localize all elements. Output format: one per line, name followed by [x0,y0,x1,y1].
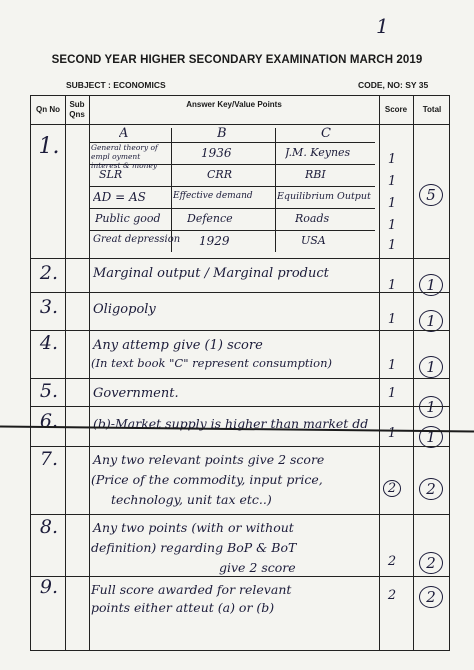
question-number: 4. [39,332,59,354]
grid-cell: 1936 [201,146,232,160]
header-sub-qns: Sub Qns [69,100,85,119]
row-divider [31,292,449,293]
answer-key-table [30,95,450,651]
row-divider [31,514,449,515]
grid-head-a: A [119,126,129,141]
grid-cell: Effective demand [173,191,253,201]
answer-line: Any two relevant points give 2 score [93,452,325,467]
total-value [413,184,449,206]
score-value: 1 [387,312,397,327]
total-circle: 1 [419,396,443,418]
answer-line: Any attemp give (1) score [93,338,263,353]
answer-line: (Price of the commodity, input price, [91,472,323,487]
grid-cell: AD = AS [93,190,146,204]
score-value: 1 [387,426,397,441]
score-value: 1 [387,196,397,211]
score-value: 1 [387,386,397,401]
header-qn-no: Qn No [36,105,60,114]
question-number: 3. [39,296,59,318]
question-number: 2. [39,262,59,284]
grid-line [89,186,375,187]
grid-cell: Great depression [93,234,181,245]
total-circle: 2 [419,586,443,608]
score-value: 2 [387,554,397,569]
answer-line: Any two points (with or without [93,520,294,535]
total-circle: 1 [419,356,443,378]
total-value [413,396,449,418]
total-value [413,552,449,574]
total-value [413,310,449,332]
row-divider [31,406,449,407]
total-circle: 5 [419,184,443,206]
score-value [379,480,405,497]
total-circle: 2 [419,552,443,574]
question-number: 6. [39,410,59,432]
grid-cell: J.M. Keynes [285,146,351,159]
answer-line: Oligopoly [93,302,156,317]
total-value [413,356,449,378]
question-number: 9. [39,576,59,598]
grid-cell: SLR [99,168,123,181]
answer-line: Full score awarded for relevant [91,582,292,597]
row-divider [31,124,449,125]
grid-cell: RBI [305,168,326,181]
answer-line: (In text book "C" represent consumption) [91,356,332,370]
grid-head-b: B [217,126,227,141]
score-value: 1 [387,218,397,233]
question-number: 8. [39,516,59,538]
grid-cell: 1929 [199,234,230,248]
grid-cell: USA [301,234,326,247]
score-value: 1 [387,174,397,189]
total-circle: 1 [419,310,443,332]
answer-line: technology, unit tax etc..) [111,492,272,507]
grid-cell: CRR [207,168,232,181]
grid-line [275,128,276,252]
question-number: 5. [39,380,59,402]
grid-cell: General theory of empl oyment interest & money [91,143,158,170]
grid-cell: Defence [187,212,233,225]
grid-line [89,208,375,209]
row-divider [31,330,449,331]
page-number: 1 [376,14,389,38]
score-circle: 2 [383,480,401,497]
total-circle: 1 [419,426,443,448]
score-value: 1 [387,152,397,167]
answer-line: points either atteut (a) or (b) [91,600,275,615]
answer-line: Government. [93,386,179,401]
grid-line [89,230,375,231]
total-circle: 1 [419,274,443,296]
row-divider [31,446,449,447]
answer-line: Marginal output / Marginal product [93,266,329,281]
header-total: Total [422,105,442,114]
match-grid [89,126,379,256]
row-divider [31,576,449,577]
total-value [413,586,449,608]
header-answer: Answer Key/Value Points [186,100,282,109]
score-value: 2 [387,588,397,603]
total-value [413,478,449,500]
answer-line: (b)-Market supply is higher than market dd [93,416,369,431]
question-number: 1. [38,134,60,159]
exam-title: SECOND YEAR HIGHER SECONDARY EXAMINATION MARCH 2019 [51,54,423,66]
header-score: Score [384,105,408,114]
score-value: 1 [387,278,397,293]
question-number: 7. [39,448,59,470]
row-divider [31,378,449,379]
grid-head-c: C [321,126,331,141]
subject-label: SUBJECT : ECONOMICS [66,80,166,90]
total-circle: 2 [419,478,443,500]
answer-line: definition) regarding BoP & BoT [91,540,297,555]
column-divider [65,96,66,650]
grid-cell: Equilibrium Output [277,191,371,202]
grid-cell: Roads [295,212,330,225]
grid-cell: Public good [95,212,161,225]
answer-line: give 2 score [219,560,296,575]
score-value: 1 [387,358,397,373]
code-label: CODE, NO: SY 35 [358,80,429,90]
row-divider [31,258,449,259]
score-value: 1 [387,238,397,253]
